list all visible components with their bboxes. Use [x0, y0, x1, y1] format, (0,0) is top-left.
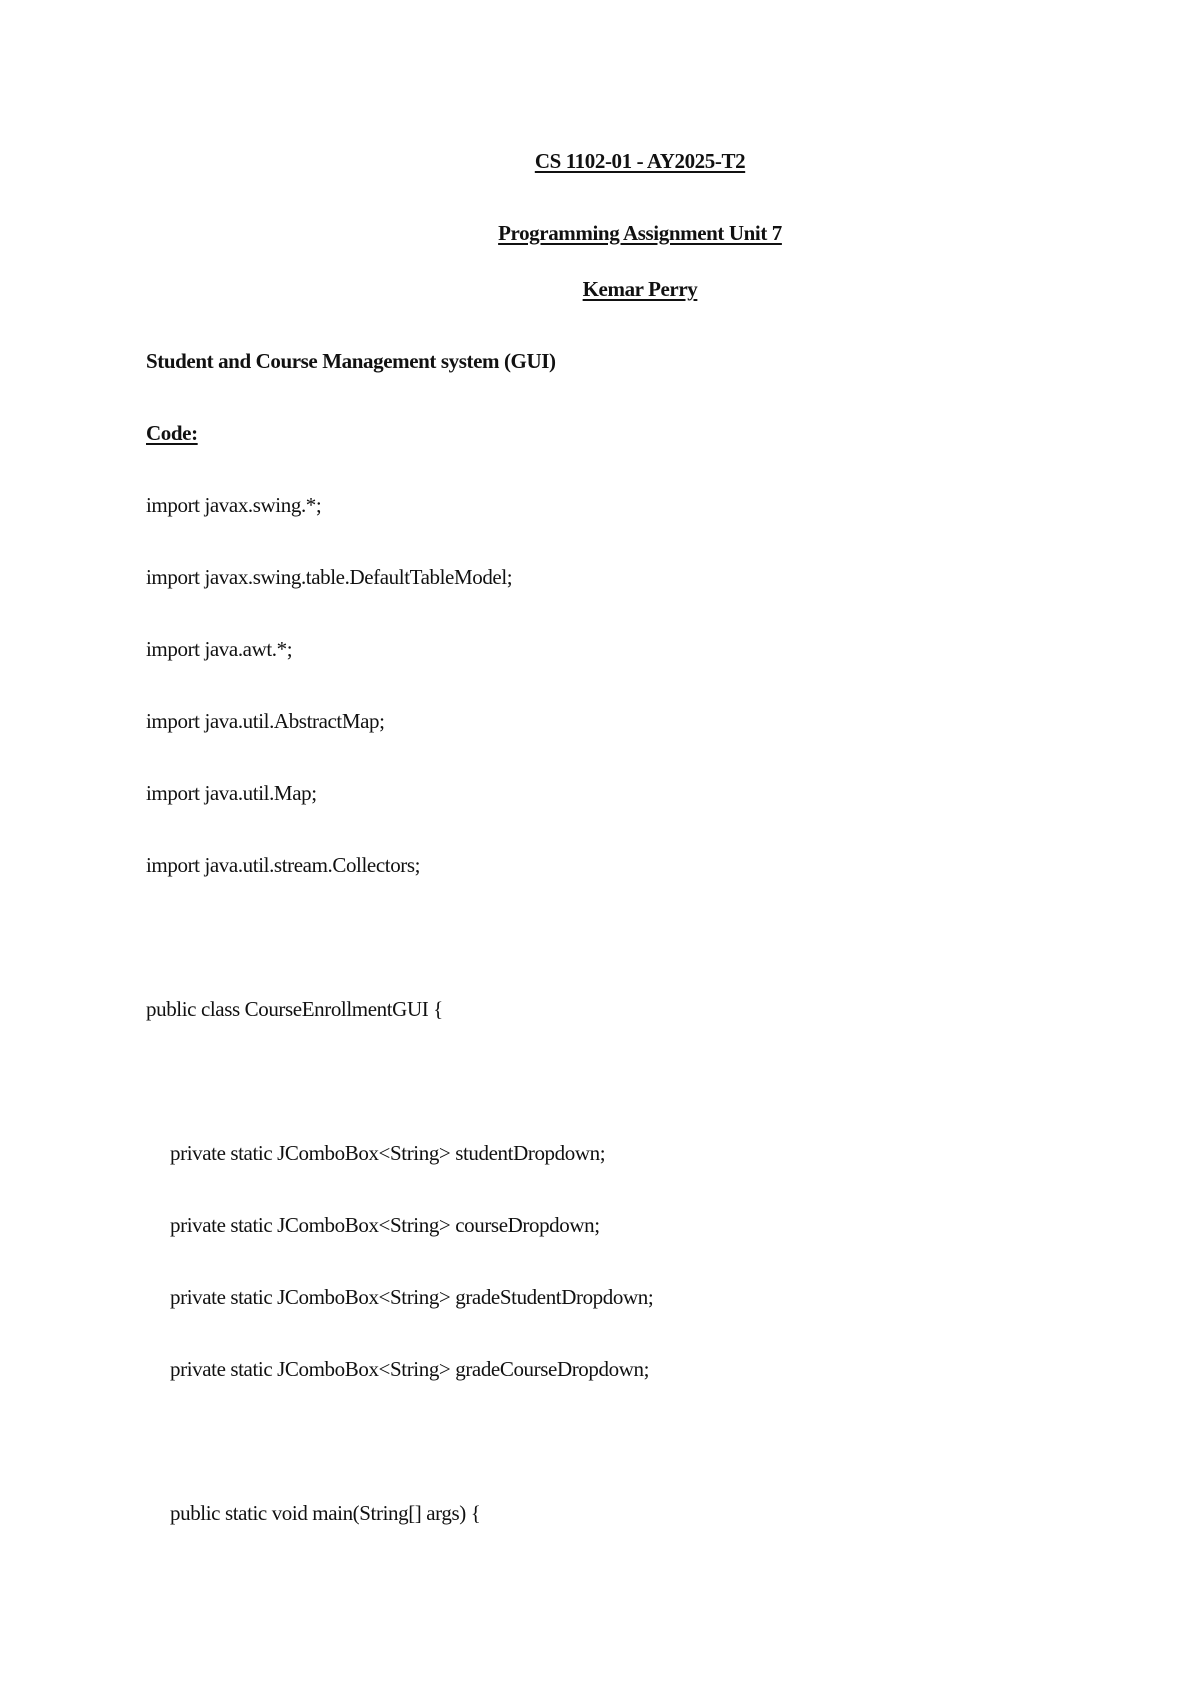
code-line: public class CourseEnrollmentGUI { [146, 997, 443, 1021]
assignment-title: Programming Assignment Unit 7 [498, 221, 782, 245]
code-heading: Code: [146, 421, 198, 445]
course-code-heading: CS 1102-01 - AY2025-T2 [534, 149, 746, 173]
section-title: Student and Course Management system (GUI) [146, 349, 556, 373]
code-line: import java.awt.*; [146, 637, 293, 661]
code-line: import java.util.Map; [146, 781, 317, 805]
code-line: import java.util.stream.Collectors; [146, 853, 421, 877]
code-line: private static JComboBox<String> gradeCourseDropdown; [170, 1357, 650, 1381]
code-line: import javax.swing.table.DefaultTableModel; [146, 565, 513, 589]
code-line: public static void main(String[] args) { [170, 1501, 481, 1525]
code-line: import javax.swing.*; [146, 493, 322, 517]
code-line: private static JComboBox<String> courseDropdown; [170, 1213, 600, 1237]
code-line: import java.util.AbstractMap; [146, 709, 385, 733]
code-line: private static JComboBox<String> studentDropdown; [170, 1141, 606, 1165]
author-name: Kemar Perry [582, 277, 698, 301]
code-line: private static JComboBox<String> gradeStudentDropdown; [170, 1285, 654, 1309]
